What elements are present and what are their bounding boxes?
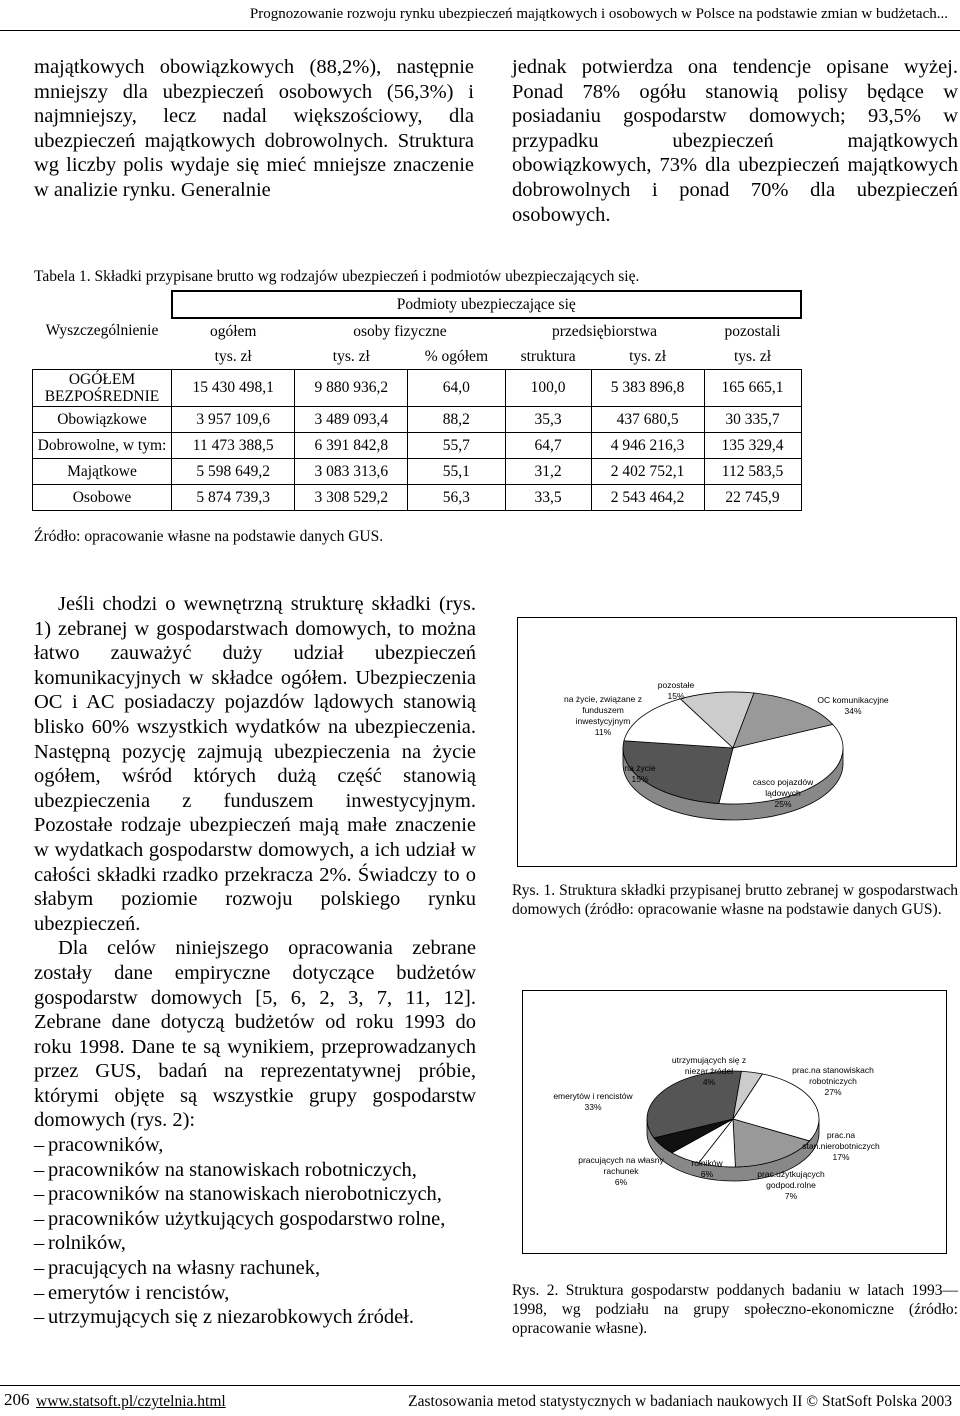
pie-label: pozostałe 15% [657, 680, 695, 701]
premium-table [32, 290, 802, 511]
table-cell: 64,7 [505, 433, 591, 459]
table-row [33, 459, 802, 485]
intro-right-column [512, 55, 958, 227]
list-item: – emerytów i rencistów, [34, 1281, 476, 1306]
table-row [33, 407, 802, 433]
table-cell: 88,2 [408, 407, 505, 433]
row-header: Wyszczególnienie [45, 322, 159, 339]
list-item: – pracowników na stanowiskach robotniczych, [34, 1158, 476, 1183]
table-cell: 30 335,7 [704, 407, 801, 433]
row-label: Dobrowolne, w tym: [33, 433, 172, 459]
table-cell: 100,0 [505, 370, 591, 407]
row-label: Osobowe [33, 485, 172, 511]
table-cell: 437 680,5 [591, 407, 704, 433]
table-cell: 55,1 [408, 459, 505, 485]
figure-2-caption: Rys. 2. Struktura gospodarstw poddanych badaniu w latach 1993—1998, wg podziału na grupy społeczno-ekonomiczne (źródło: opracowanie własne). [512, 1282, 958, 1337]
table-row [33, 485, 802, 511]
col-header: przedsiębiorstwa [552, 322, 658, 340]
list-item: – pracowników użytkujących gospodarstwo rolne, [34, 1207, 476, 1232]
table-cell: 6 391 842,8 [295, 433, 408, 459]
table-cell: 3 489 093,4 [295, 407, 408, 433]
group-header: Podmioty ubezpieczające się [172, 291, 802, 318]
table-cell: 5 383 896,8 [591, 370, 704, 407]
table-cell: 2 402 752,1 [591, 459, 704, 485]
unit-cell: % ogółem [424, 347, 488, 365]
intro-left-text: majątkowych obowiązkowych (88,2%), następnie mniejszy dla ubezpieczeń osobowych (56,3%) i najmniejszy, lecz nadal większościowy, dla ubezpieczeń majątkowych dobrowolnych. Struktura wg liczby polis wydaje się mieć mniejsze znaczenie w analizie rynku. Generalnie [34, 56, 474, 201]
table-cell: 9 880 936,2 [295, 370, 408, 407]
table-cell: 3 083 313,6 [295, 459, 408, 485]
footer-link[interactable]: www.statsoft.pl/czytelnia.html [36, 1393, 226, 1410]
list-item: – pracujących na własny rachunek, [34, 1256, 476, 1281]
unit-cell: struktura [520, 347, 576, 365]
unit-cell: tys. zł [332, 347, 370, 365]
col-header: pozostali [724, 322, 781, 340]
table-caption: Tabela 1. Składki przypisane brutto wg rodzajów ubezpieczeń i podmiotów ubezpieczających się. [34, 268, 640, 285]
table-cell: 11 473 388,5 [172, 433, 295, 459]
table-cell: 55,7 [408, 433, 505, 459]
table-row [33, 370, 802, 407]
pie-label: pracujących na własny rachunek 6% [578, 1155, 664, 1187]
pie-label: utrzymujących się z niezar.źródeł 4% [671, 1055, 747, 1087]
household-groups-list [34, 1133, 476, 1330]
footer-publication: Zastosowania metod statystycznych w badaniach naukowych II © StatSoft Polska 2003 [408, 1393, 952, 1410]
table-cell: 5 598 649,2 [172, 459, 295, 485]
pie-label: na życie, związane z funduszem inwestycyjnym 11% [564, 694, 642, 737]
list-item: – pracowników, [34, 1133, 476, 1158]
table-cell: 135 329,4 [704, 433, 801, 459]
unit-cell: tys. zł [629, 347, 667, 365]
figure-2-frame [522, 990, 947, 1254]
page-number: 206 [4, 1390, 30, 1409]
table-source: Źródło: opracowanie własne na podstawie danych GUS. [34, 528, 384, 545]
pie-label: prac.na stan.nierobotniczych 17% [802, 1130, 880, 1162]
col-header: osoby fizyczne [353, 322, 447, 340]
unit-cell: tys. zł [214, 347, 252, 365]
table-cell: 3 308 529,2 [295, 485, 408, 511]
table-cell: 35,3 [505, 407, 591, 433]
pie-label: casco pojazdów lądowych 25% [752, 777, 814, 809]
figure-1-frame [517, 617, 957, 867]
pie-label: prac.użytkujących godpod.rolne 7% [757, 1169, 825, 1201]
table-cell: 33,5 [505, 485, 591, 511]
intro-left-column [34, 55, 474, 203]
body-paragraph-1: Jeśli chodzi o wewnętrzną strukturę składki (rys. 1) zebranej w gospodarstwach domowych, to można łatwo zauważyć duży udział ubezpieczeń komunikacyjnych w składce ogółem. Ubezpieczenia OC i AC posiadaczy pojazdów lądowych stanowią blisko 60% wszystkich wydatków na ubezpieczenia. Następną pozycję zajmują ubezpieczenia na życie ogółem, wśród których dużą część stanowią ubezpieczenia z funduszem inwestycyjnym. Pozostałe rodzaje ubezpieczeń mają małe znaczenie w wydatkach gospodarstw domowych, a ich udział w całości składki rzadko przekracza 2%. Świadczy to o słabym poziomie rozwoju polskiego rynku ubezpieczeń. [34, 593, 476, 935]
unit-cell: tys. zł [733, 347, 772, 365]
table-cell: 64,0 [408, 370, 505, 407]
figure-2-pie-chart [523, 991, 946, 1253]
body-column [34, 592, 476, 1330]
list-item: – utrzymujących się z niezarobkowych źródeł. [34, 1305, 476, 1330]
table-row [33, 433, 802, 459]
pie-label: na życie 15% [624, 763, 656, 784]
running-title: Prognozowanie rozwoju rynku ubezpieczeń majątkowych i osobowych w Polsce na podstawie zmian w budżetach... [249, 6, 948, 22]
col-header: ogółem [209, 322, 257, 340]
row-label: Majątkowe [33, 459, 172, 485]
table-cell: 3 957 109,6 [172, 407, 295, 433]
table-cell: 56,3 [408, 485, 505, 511]
table-cell: 22 745,9 [704, 485, 801, 511]
table-cell: 2 543 464,2 [591, 485, 704, 511]
figure-1-caption: Rys. 1. Struktura składki przypisanej brutto zebranej w gospodarstwach domowych (źródło: opracowanie własne na podstawie danych GUS). [512, 882, 958, 918]
row-label: Obowiązkowe [33, 407, 172, 433]
pie-label: OC komunikacyjne 34% [817, 695, 889, 716]
table-cell: 165 665,1 [704, 370, 801, 407]
table-cell: 5 874 739,3 [172, 485, 295, 511]
list-item: – pracowników na stanowiskach nierobotniczych, [34, 1182, 476, 1207]
page-footer [0, 1385, 960, 1416]
pie-label: emerytów i rencistów 33% [553, 1091, 633, 1112]
table-cell: 112 583,5 [704, 459, 801, 485]
body-paragraph-2: Dla celów niniejszego opracowania zebrane zostały dane empiryczne dotyczące budżetów gospodarstw domowych [5, 6, 2, 3, 7, 11, 12]. Zebrane dane dotyczą budżetów od roku 1993 do roku 1998. Dane te są wynikiem, przeprowadzanych przez GUS, badań na reprezentatywnej próbie, którymi objęte są wszystkie grupy gospodarstw domowych (rys. 2): [34, 937, 476, 1132]
row-label: OGÓŁEM BEZPOŚREDNIE [33, 370, 172, 407]
table-cell: 31,2 [505, 459, 591, 485]
list-item: – rolników, [34, 1231, 476, 1256]
intro-right-text: jednak potwierdza ona tendencje opisane wyżej. Ponad 78% ogółu stanowią polisy będące w posiadaniu gospodarstw domowych; 93,5% w przypadku ubezpieczeń majątkowych obowiązkowych, 73% dla ubezpieczeń majątkowych dobrowolnych i ponad 70% dla ubezpieczeń osobowych. [512, 56, 958, 226]
figure-1-pie-chart [518, 618, 956, 866]
pie-label: prac.na stanowiskach robotniczych 27% [792, 1065, 874, 1097]
table-cell: 15 430 498,1 [172, 370, 295, 407]
running-header [0, 0, 960, 31]
table-cell: 4 946 216,3 [591, 433, 704, 459]
pie-label: rolników 6% [691, 1158, 723, 1179]
